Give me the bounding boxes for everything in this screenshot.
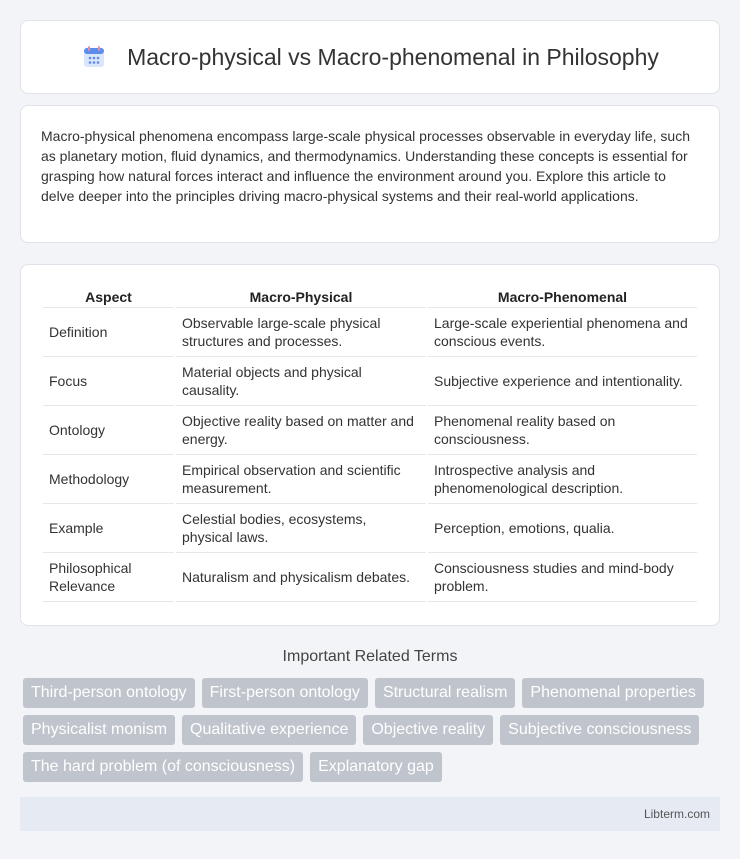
row-macro-phenomenal: Introspective analysis and phenomenological description.	[428, 455, 697, 504]
related-term-tag[interactable]: Third-person ontology	[23, 678, 195, 708]
header-aspect: Aspect	[43, 285, 174, 308]
header-macro-phenomenal: Macro-Phenomenal	[428, 285, 697, 308]
row-macro-phenomenal: Subjective experience and intentionality.	[428, 357, 697, 406]
header-macro-physical: Macro-Physical	[176, 285, 426, 308]
table-row	[43, 308, 697, 357]
intro-card	[20, 105, 720, 243]
intro-text: Macro-physical phenomena encompass large-scale physical processes observable in everyday life, such as planetary motion, fluid dynamics, and thermodynamics. Understanding these concepts is essential for grasping how natural forces interact and influence the environment around you. Explore this article to delve deeper into the principles driving macro-physical systems and their real-world applications.	[41, 128, 690, 204]
table-header-row	[43, 285, 697, 308]
comparison-table	[41, 285, 699, 602]
related-term-tag[interactable]: Physicalist monism	[23, 715, 175, 745]
page-header	[20, 20, 720, 94]
row-macro-phenomenal: Phenomenal reality based on consciousness.	[428, 406, 697, 455]
row-aspect: Definition	[43, 308, 174, 357]
table-row	[43, 553, 697, 602]
row-macro-phenomenal: Large-scale experiential phenomena and conscious events.	[428, 308, 697, 357]
related-term-tag[interactable]: Objective reality	[363, 715, 493, 745]
footer-brand-link[interactable]: Libterm.com	[643, 807, 710, 821]
related-terms-title: Important Related Terms	[282, 648, 458, 665]
row-aspect: Ontology	[43, 406, 174, 455]
row-macro-physical: Celestial bodies, ecosystems, physical laws.	[176, 504, 426, 553]
related-term-tag[interactable]: First-person ontology	[202, 678, 368, 708]
row-macro-phenomenal: Consciousness studies and mind-body problem.	[428, 553, 697, 602]
row-macro-physical: Material objects and physical causality.	[176, 357, 426, 406]
row-macro-physical: Empirical observation and scientific measurement.	[176, 455, 426, 504]
row-macro-physical: Observable large-scale physical structures and processes.	[176, 308, 426, 357]
calendar-icon	[81, 44, 107, 70]
related-term-tag[interactable]: Subjective consciousness	[500, 715, 699, 745]
related-term-tag[interactable]: The hard problem (of consciousness)	[23, 752, 303, 782]
related-terms-section	[20, 648, 720, 782]
related-term-tag[interactable]: Qualitative experience	[182, 715, 356, 745]
row-aspect: Example	[43, 504, 174, 553]
row-aspect: Focus	[43, 357, 174, 406]
page-footer	[20, 797, 720, 831]
comparison-card	[20, 264, 720, 626]
row-macro-physical: Objective reality based on matter and energy.	[176, 406, 426, 455]
row-macro-phenomenal: Perception, emotions, qualia.	[428, 504, 697, 553]
table-row	[43, 504, 697, 553]
related-term-tag[interactable]: Structural realism	[375, 678, 515, 708]
table-row	[43, 406, 697, 455]
row-aspect: Methodology	[43, 455, 174, 504]
related-term-tag[interactable]: Explanatory gap	[310, 752, 442, 782]
table-row	[43, 455, 697, 504]
related-terms-list	[20, 678, 720, 782]
page-title: Macro-physical vs Macro-phenomenal in Philosophy	[127, 43, 659, 70]
row-aspect: Philosophical Relevance	[43, 553, 174, 602]
table-row	[43, 357, 697, 406]
row-macro-physical: Naturalism and physicalism debates.	[176, 553, 426, 602]
related-term-tag[interactable]: Phenomenal properties	[522, 678, 703, 708]
